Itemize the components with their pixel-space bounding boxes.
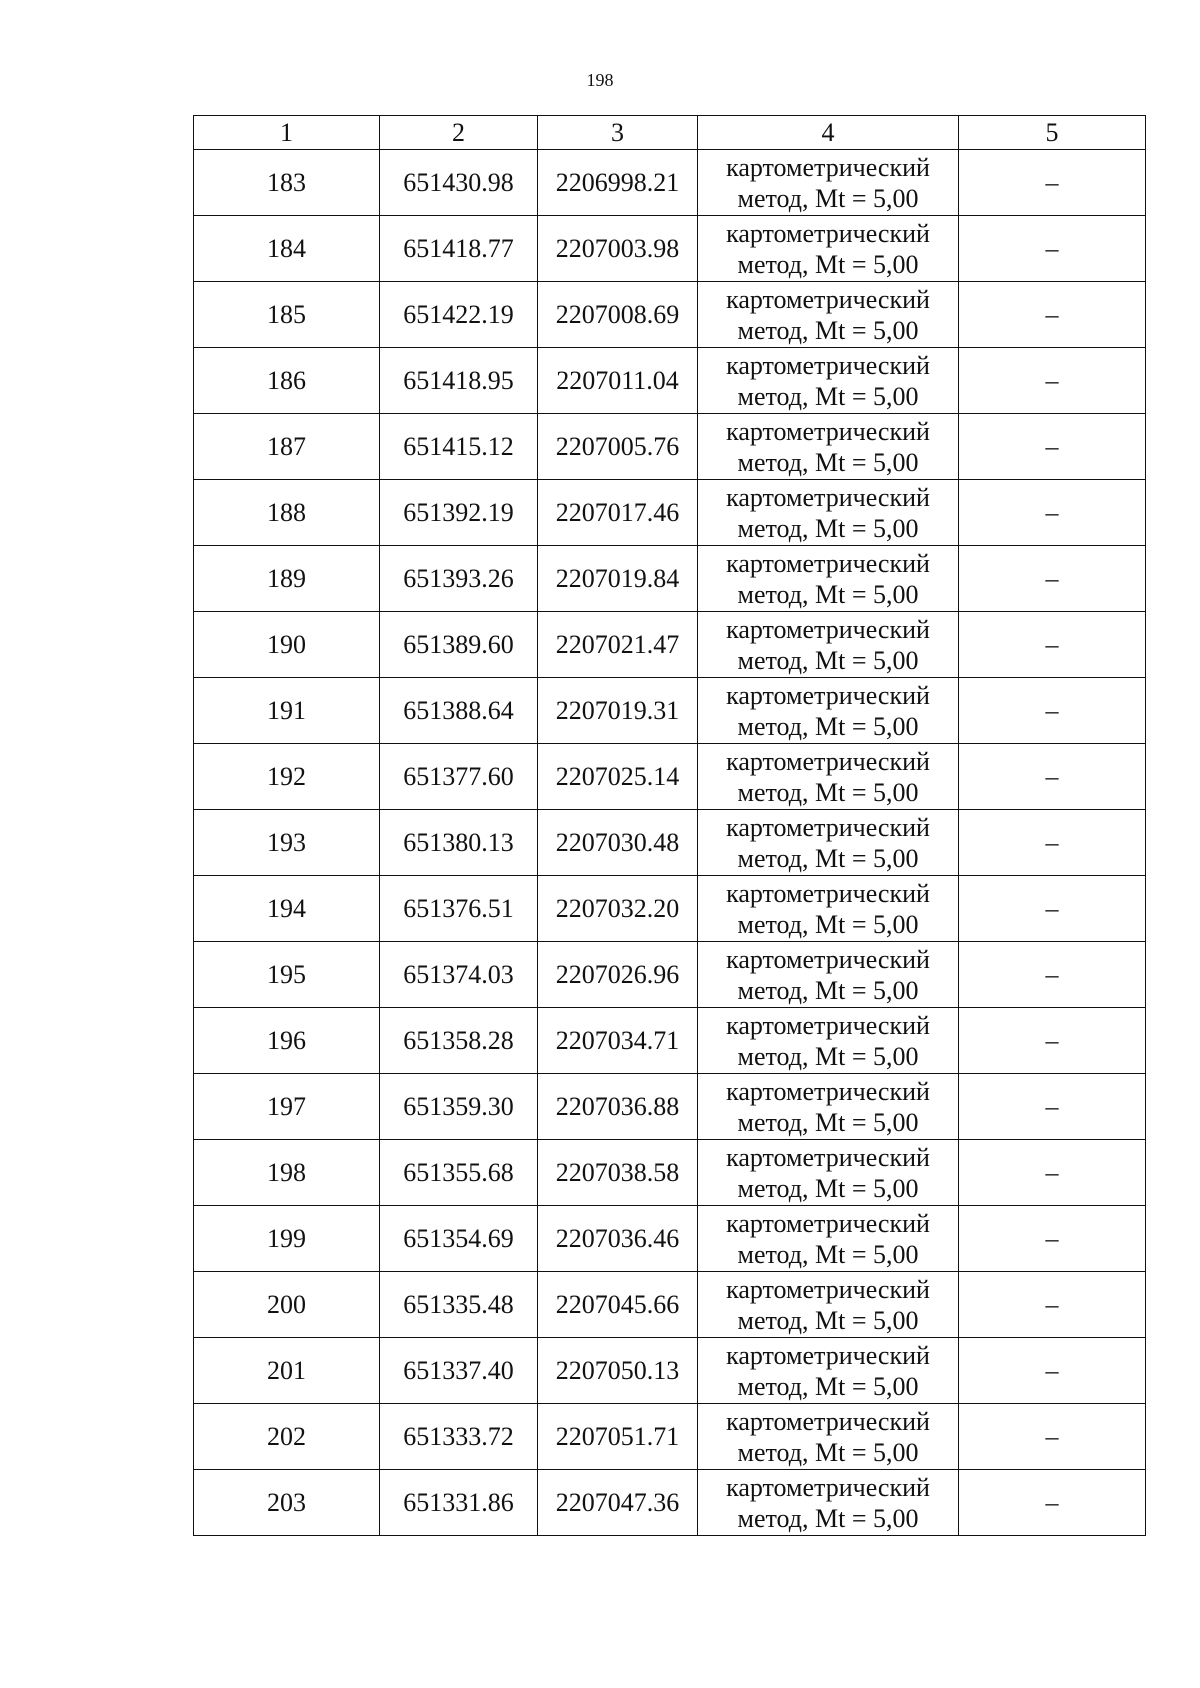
x-coordinate-cell: 651430.98 — [380, 150, 538, 216]
y-coordinate-cell: 2207026.96 — [538, 942, 698, 1008]
method-cell — [698, 1206, 959, 1272]
x-coordinate-cell: 651380.13 — [380, 810, 538, 876]
method-line-2: метод, Mt = 5,00 — [737, 579, 919, 609]
y-coordinate-cell: 2207025.14 — [538, 744, 698, 810]
method-cell — [698, 216, 959, 282]
method-cell — [698, 1404, 959, 1470]
table-row — [194, 1404, 1146, 1470]
x-coordinate-cell: 651354.69 — [380, 1206, 538, 1272]
x-coordinate-cell: 651358.28 — [380, 1008, 538, 1074]
header-col-1: 1 — [194, 116, 380, 150]
method-line-1: картометрический — [726, 1274, 930, 1304]
table-row — [194, 876, 1146, 942]
method-line-2: метод, Mt = 5,00 — [737, 381, 919, 411]
table-row — [194, 1470, 1146, 1536]
x-coordinate-cell: 651331.86 — [380, 1470, 538, 1536]
table-row — [194, 480, 1146, 546]
x-coordinate-cell: 651374.03 — [380, 942, 538, 1008]
y-coordinate-cell: 2207050.13 — [538, 1338, 698, 1404]
point-number-cell: 202 — [194, 1404, 380, 1470]
method-cell — [698, 678, 959, 744]
method-cell — [698, 744, 959, 810]
y-coordinate-cell: 2207003.98 — [538, 216, 698, 282]
method-line-2: метод, Mt = 5,00 — [737, 183, 919, 213]
y-coordinate-cell: 2207051.71 — [538, 1404, 698, 1470]
x-coordinate-cell: 651359.30 — [380, 1074, 538, 1140]
method-line-2: метод, Mt = 5,00 — [737, 1371, 919, 1401]
table-header — [194, 116, 1146, 150]
method-line-2: метод, Mt = 5,00 — [737, 777, 919, 807]
x-coordinate-cell: 651415.12 — [380, 414, 538, 480]
method-cell — [698, 1008, 959, 1074]
y-coordinate-cell: 2207045.66 — [538, 1272, 698, 1338]
method-cell — [698, 1140, 959, 1206]
y-coordinate-cell: 2207021.47 — [538, 612, 698, 678]
table-row — [194, 414, 1146, 480]
note-cell: – — [959, 1404, 1146, 1470]
method-cell — [698, 942, 959, 1008]
table-row — [194, 1338, 1146, 1404]
point-number-cell: 192 — [194, 744, 380, 810]
table-row — [194, 612, 1146, 678]
x-coordinate-cell: 651337.40 — [380, 1338, 538, 1404]
note-cell: – — [959, 1206, 1146, 1272]
method-line-2: метод, Mt = 5,00 — [737, 711, 919, 741]
method-line-1: картометрический — [726, 1076, 930, 1106]
note-cell: – — [959, 1338, 1146, 1404]
method-line-1: картометрический — [726, 416, 930, 446]
note-cell: – — [959, 744, 1146, 810]
method-cell — [698, 1074, 959, 1140]
method-line-1: картометрический — [726, 1340, 930, 1370]
method-cell — [698, 612, 959, 678]
note-cell: – — [959, 414, 1146, 480]
point-number-cell: 201 — [194, 1338, 380, 1404]
table-row — [194, 1206, 1146, 1272]
y-coordinate-cell: 2207036.46 — [538, 1206, 698, 1272]
method-line-1: картометрический — [726, 1142, 930, 1172]
y-coordinate-cell: 2207008.69 — [538, 282, 698, 348]
method-cell — [698, 1470, 959, 1536]
point-number-cell: 185 — [194, 282, 380, 348]
y-coordinate-cell: 2207017.46 — [538, 480, 698, 546]
header-col-4: 4 — [698, 116, 959, 150]
method-line-1: картометрический — [726, 1406, 930, 1436]
table-row — [194, 282, 1146, 348]
x-coordinate-cell: 651388.64 — [380, 678, 538, 744]
table-row — [194, 1008, 1146, 1074]
point-number-cell: 193 — [194, 810, 380, 876]
note-cell: – — [959, 348, 1146, 414]
y-coordinate-cell: 2207019.31 — [538, 678, 698, 744]
table-row — [194, 678, 1146, 744]
note-cell: – — [959, 612, 1146, 678]
table-row — [194, 744, 1146, 810]
note-cell: – — [959, 876, 1146, 942]
method-line-2: метод, Mt = 5,00 — [737, 315, 919, 345]
method-line-1: картометрический — [726, 1208, 930, 1238]
point-number-cell: 199 — [194, 1206, 380, 1272]
note-cell: – — [959, 1470, 1146, 1536]
method-line-2: метод, Mt = 5,00 — [737, 1503, 919, 1533]
method-line-1: картометрический — [726, 614, 930, 644]
point-number-cell: 183 — [194, 150, 380, 216]
method-line-2: метод, Mt = 5,00 — [737, 1107, 919, 1137]
method-line-2: метод, Mt = 5,00 — [737, 1041, 919, 1071]
point-number-cell: 195 — [194, 942, 380, 1008]
note-cell: – — [959, 150, 1146, 216]
y-coordinate-cell: 2206998.21 — [538, 150, 698, 216]
method-line-1: картометрический — [726, 680, 930, 710]
x-coordinate-cell: 651333.72 — [380, 1404, 538, 1470]
table-body — [194, 150, 1146, 1536]
method-cell — [698, 414, 959, 480]
header-col-2: 2 — [380, 116, 538, 150]
note-cell: – — [959, 1074, 1146, 1140]
method-line-1: картометрический — [726, 218, 930, 248]
y-coordinate-cell: 2207036.88 — [538, 1074, 698, 1140]
note-cell: – — [959, 942, 1146, 1008]
y-coordinate-cell: 2207005.76 — [538, 414, 698, 480]
point-number-cell: 196 — [194, 1008, 380, 1074]
y-coordinate-cell: 2207034.71 — [538, 1008, 698, 1074]
method-cell — [698, 1338, 959, 1404]
header-col-5: 5 — [959, 116, 1146, 150]
method-line-1: картометрический — [726, 350, 930, 380]
x-coordinate-cell: 651418.77 — [380, 216, 538, 282]
header-row — [194, 116, 1146, 150]
table-row — [194, 942, 1146, 1008]
y-coordinate-cell: 2207011.04 — [538, 348, 698, 414]
method-line-1: картометрический — [726, 1472, 930, 1502]
point-number-cell: 197 — [194, 1074, 380, 1140]
point-number-cell: 203 — [194, 1470, 380, 1536]
table-row — [194, 1272, 1146, 1338]
method-line-1: картометрический — [726, 482, 930, 512]
method-cell — [698, 348, 959, 414]
note-cell: – — [959, 1140, 1146, 1206]
x-coordinate-cell: 651393.26 — [380, 546, 538, 612]
method-cell — [698, 480, 959, 546]
note-cell: – — [959, 1272, 1146, 1338]
x-coordinate-cell: 651376.51 — [380, 876, 538, 942]
y-coordinate-cell: 2207030.48 — [538, 810, 698, 876]
method-line-1: картометрический — [726, 812, 930, 842]
method-cell — [698, 810, 959, 876]
x-coordinate-cell: 651377.60 — [380, 744, 538, 810]
point-number-cell: 190 — [194, 612, 380, 678]
page-number: 198 — [586, 70, 614, 90]
table-row — [194, 216, 1146, 282]
method-cell — [698, 546, 959, 612]
table-row — [194, 1074, 1146, 1140]
table-row — [194, 810, 1146, 876]
method-cell — [698, 282, 959, 348]
y-coordinate-cell: 2207038.58 — [538, 1140, 698, 1206]
coordinates-table — [193, 115, 1146, 1536]
point-number-cell: 191 — [194, 678, 380, 744]
point-number-cell: 184 — [194, 216, 380, 282]
point-number-cell: 187 — [194, 414, 380, 480]
y-coordinate-cell: 2207047.36 — [538, 1470, 698, 1536]
x-coordinate-cell: 651335.48 — [380, 1272, 538, 1338]
method-cell — [698, 1272, 959, 1338]
table-row — [194, 546, 1146, 612]
x-coordinate-cell: 651389.60 — [380, 612, 538, 678]
note-cell: – — [959, 1008, 1146, 1074]
y-coordinate-cell: 2207019.84 — [538, 546, 698, 612]
note-cell: – — [959, 216, 1146, 282]
method-line-1: картометрический — [726, 944, 930, 974]
table-row — [194, 150, 1146, 216]
method-line-2: метод, Mt = 5,00 — [737, 1173, 919, 1203]
method-line-2: метод, Mt = 5,00 — [737, 1239, 919, 1269]
header-col-3: 3 — [538, 116, 698, 150]
method-line-2: метод, Mt = 5,00 — [737, 975, 919, 1005]
point-number-cell: 186 — [194, 348, 380, 414]
method-line-2: метод, Mt = 5,00 — [737, 249, 919, 279]
table-row — [194, 1140, 1146, 1206]
method-line-2: метод, Mt = 5,00 — [737, 513, 919, 543]
note-cell: – — [959, 678, 1146, 744]
method-line-2: метод, Mt = 5,00 — [737, 447, 919, 477]
method-line-2: метод, Mt = 5,00 — [737, 843, 919, 873]
method-line-2: метод, Mt = 5,00 — [737, 1437, 919, 1467]
method-line-1: картометрический — [726, 1010, 930, 1040]
method-line-1: картометрический — [726, 548, 930, 578]
x-coordinate-cell: 651422.19 — [380, 282, 538, 348]
note-cell: – — [959, 810, 1146, 876]
method-line-2: метод, Mt = 5,00 — [737, 1305, 919, 1335]
x-coordinate-cell: 651355.68 — [380, 1140, 538, 1206]
point-number-cell: 194 — [194, 876, 380, 942]
point-number-cell: 188 — [194, 480, 380, 546]
method-cell — [698, 876, 959, 942]
point-number-cell: 200 — [194, 1272, 380, 1338]
method-line-1: картометрический — [726, 152, 930, 182]
method-cell — [698, 150, 959, 216]
point-number-cell: 189 — [194, 546, 380, 612]
x-coordinate-cell: 651392.19 — [380, 480, 538, 546]
note-cell: – — [959, 480, 1146, 546]
method-line-1: картометрический — [726, 878, 930, 908]
method-line-2: метод, Mt = 5,00 — [737, 645, 919, 675]
method-line-1: картометрический — [726, 746, 930, 776]
method-line-1: картометрический — [726, 284, 930, 314]
note-cell: – — [959, 282, 1146, 348]
method-line-2: метод, Mt = 5,00 — [737, 909, 919, 939]
x-coordinate-cell: 651418.95 — [380, 348, 538, 414]
y-coordinate-cell: 2207032.20 — [538, 876, 698, 942]
note-cell: – — [959, 546, 1146, 612]
table-row — [194, 348, 1146, 414]
point-number-cell: 198 — [194, 1140, 380, 1206]
